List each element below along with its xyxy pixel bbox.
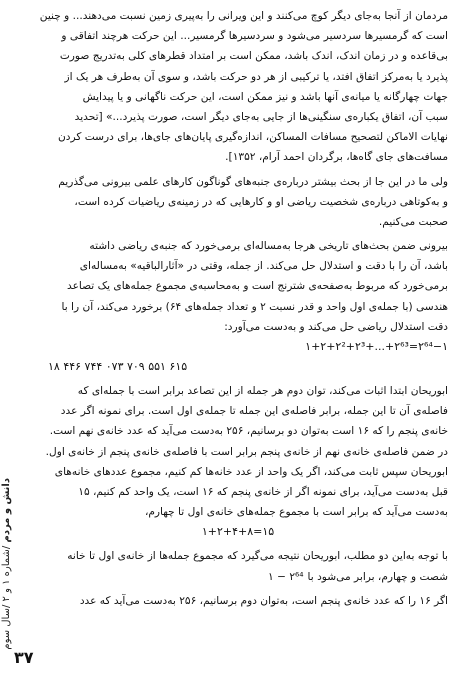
paragraph-2 bbox=[28, 172, 448, 233]
text-line: صحبت می‌کنیم. bbox=[378, 215, 448, 228]
paragraph-4 bbox=[28, 381, 448, 522]
text-line: در ضمن فاصله‌ی خانه‌ی نهم از خانه‌ی پنجم برابر است با فاصله‌ی خانه‌ی پنجم از خانه‌ی اول. bbox=[45, 445, 448, 458]
page-number: ۳۷ bbox=[14, 648, 34, 667]
text-line: ابوریحان ابتدا اثبات می‌کند، توان دوم هر جمله از این تصاعد برابر است با جمله‌ای که bbox=[77, 385, 448, 397]
paragraph-1 bbox=[28, 6, 448, 168]
text-line: برمی‌خورد که مربوط به‌صفحه‌ی شترنج است و به‌محاسبه‌ی مجموع جمله‌های یک تصاعد bbox=[67, 280, 448, 293]
text-line: ولی ما در این جا از بحث بیشتر درباره‌ی جنبه‌های گوناگون کارهای علمی بیرونی می‌گذریم bbox=[58, 175, 448, 188]
paragraph-3 bbox=[28, 236, 448, 337]
text-line: دقت استدلال ریاضی حل می‌کند و به‌دست می‌آورد: bbox=[224, 320, 448, 333]
text-line: پذیرد یا به‌مرکز اتفاق افتد، یا ترکیبی از هر دو حرکت باشد، و سوی آن به‌طرف هر یک از bbox=[64, 70, 448, 83]
journal-name: دانش و مردم bbox=[1, 478, 12, 543]
paragraph-5 bbox=[28, 546, 448, 586]
text-line: قبل به‌دست می‌آید، برای نمونه اگر از خانه‌ی پنجم که ۱۶ است، یک واحد کم کنیم، ۱۵ bbox=[78, 485, 448, 498]
text-line: بیرونی ضمن بحث‌های تاریخی هرجا به‌مساله‌ای برمی‌خورد که جنبه‌ی ریاضی داشته bbox=[89, 240, 448, 253]
text-line-part: شصت و چهارم، برابر می‌شود با bbox=[307, 570, 448, 583]
formula-sixteen-sum: ۱+۲+۴+۸=۱۵ bbox=[201, 525, 275, 539]
text-line: و به‌کوتاهی درباره‌ی شخصیت ریاضی او و کارهایی که در زمینه‌ی ریاضیات کرده است، bbox=[74, 195, 448, 208]
formula-sum-expression: ۱+۲+۲²+۲³+...+۲⁶³=۲⁶⁴−۱ bbox=[305, 340, 448, 353]
text-line: هندسی (با جمله‌ی اول واحد و قدر نسبت ۲ و تعداد جمله‌های ۶۴) برخورد می‌کند، آن را با bbox=[61, 300, 448, 313]
text-line: نهایات الاماکن لتصحیح مسافات المساکن، اندازه‌گیری پایان‌های جای‌ها، برای درست کردن bbox=[58, 131, 448, 144]
formula-final-expression: ۱ − ۲⁶⁴ bbox=[268, 570, 304, 583]
text-line: مردمان از آنجا به‌جای دیگر کوچ می‌کنند و این ویرانی را به‌پیری زمین نسبت می‌دهند... و چنین bbox=[39, 10, 448, 22]
paragraph-6 bbox=[28, 591, 448, 611]
text-line: به‌دست می‌آید که برابر است با مجموع جمله‌های خانه‌ی اول تا چهارم، bbox=[144, 506, 448, 519]
text-line: جهات چهارگانه یا میانه‌ی آنها باشد و نیز ممکن است، این حرکت ناگهانی و یا پیدایش bbox=[82, 90, 448, 103]
text-line: اگر ۱۶ را که عدد خانه‌ی پنجم است، به‌توان دوم برسانیم، ۲۵۶ به‌دست می‌آید که عدد bbox=[79, 594, 448, 607]
text-line: است که گرمسیرها سردسیر می‌شود و سردسیرها گرمسیر... این حرکت هرچند اتفاقی و bbox=[61, 30, 448, 43]
text-line: مسافت‌های جای گاه‌ها، برگردان احمد آرام، ۱۳۵۲]. bbox=[225, 151, 448, 164]
journal-issue: /شماره ۱ و ۲ /سال سوم bbox=[1, 545, 12, 650]
text-line: با توجه به‌این دو مطلب، ابوریحان نتیجه می‌گیرد که مجموع جمله‌ها از خانه‌ی اول تا خانه bbox=[67, 550, 448, 563]
article-body bbox=[28, 6, 448, 646]
journal-side-note bbox=[1, 478, 12, 650]
text-line bbox=[28, 567, 448, 587]
text-line: بی‌قاعده و در زمان اندک، اندک باشد، ممکن است بر امتداد قطرهای کلی به‌تدریج صورت bbox=[59, 50, 448, 63]
text-line: خانه‌ی پنجم را که ۱۶ است به‌توان دو برسانیم، ۲۵۶ به‌دست می‌آید که عدد خانه‌ی نهم است. bbox=[49, 425, 448, 438]
text-line: باشد، آن را با دقت و استدلال حل می‌کند. از جمله، وقتی در «آثارالباقیه» به‌مساله‌ای bbox=[79, 260, 448, 273]
text-line: سبب آن، اتفاق یکباره‌ی سنگینی‌ها از جایی به‌جای دیگر است، صورت پذیرد...» [تحدید bbox=[74, 110, 448, 123]
formula-sum-value: ۱۸ ۴۴۶ ۷۴۴ ۰۷۳ ۷۰۹ ۵۵۱ ۶۱۵ bbox=[48, 360, 188, 373]
text-line: ابوریحان سپس ثابت می‌کند، اگر یک واحد از عدد خانه‌ها کم کنیم، مجموع عددهای خانه‌های bbox=[54, 465, 448, 478]
text-line: فاصله‌ی آن تا این جمله، برابر فاصله‌ی این جمله تا جمله‌ی اول است. برای نمونه اگر عدد bbox=[60, 405, 448, 418]
